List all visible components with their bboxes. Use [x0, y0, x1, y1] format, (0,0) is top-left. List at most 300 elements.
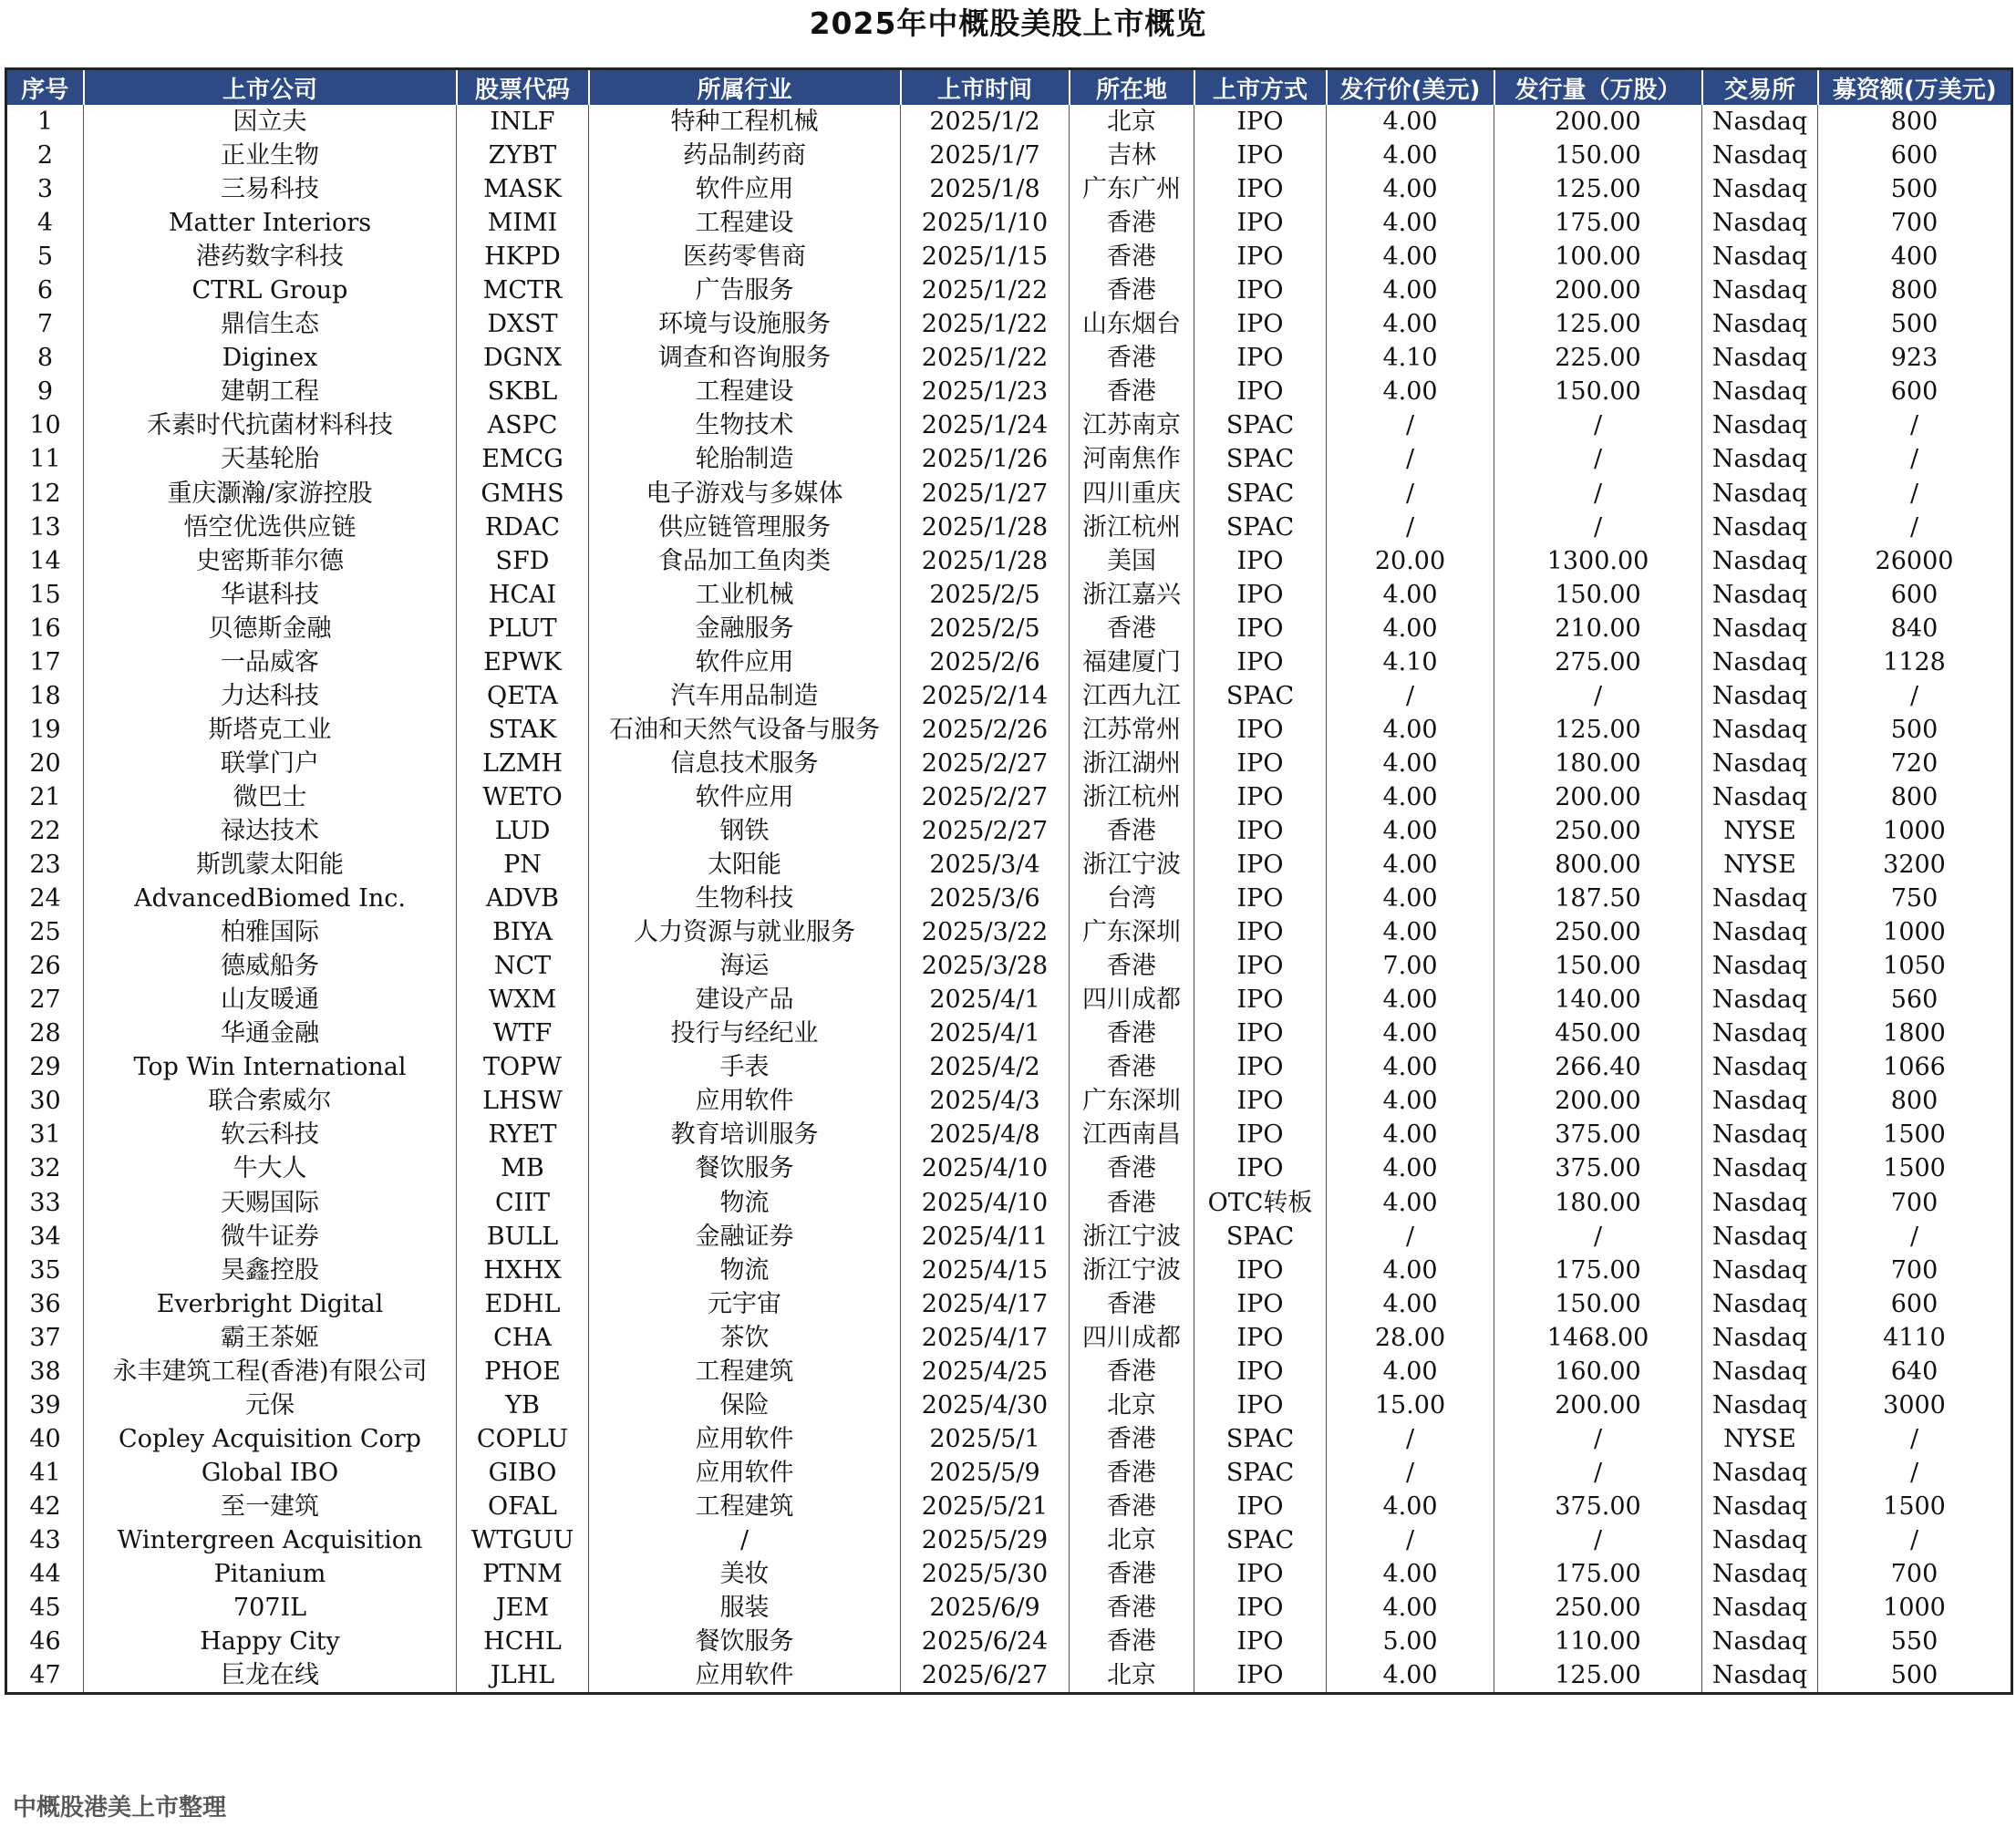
cell-exchange: Nasdaq — [1702, 442, 1818, 476]
cell-issue-volume: 375.00 — [1494, 1151, 1702, 1185]
cell-ticker: QETA — [457, 679, 589, 713]
header-ticker[interactable]: 股票代码 — [457, 69, 589, 106]
cell-index: 4 — [6, 206, 84, 240]
cell-listing-method: IPO — [1194, 848, 1327, 882]
cell-listing-method: IPO — [1194, 1625, 1327, 1658]
cell-industry: 餐饮服务 — [589, 1625, 901, 1658]
cell-listing-date: 2025/4/17 — [901, 1321, 1070, 1355]
cell-index: 29 — [6, 1050, 84, 1084]
cell-location: 香港 — [1070, 949, 1194, 983]
cell-issue-price: 4.00 — [1327, 1355, 1494, 1388]
cell-issue-price: 4.00 — [1327, 814, 1494, 848]
cell-location: 香港 — [1070, 1591, 1194, 1625]
cell-issue-volume: 275.00 — [1494, 645, 1702, 679]
cell-ticker: SFD — [457, 544, 589, 578]
cell-industry: 钢铁 — [589, 814, 901, 848]
cell-ticker: GMHS — [457, 477, 589, 511]
cell-listing-method: IPO — [1194, 240, 1327, 274]
cell-issue-volume: 180.00 — [1494, 1186, 1702, 1220]
cell-proceeds: / — [1909, 479, 1919, 508]
cell-exchange: Nasdaq — [1702, 375, 1818, 408]
cell-ticker: MIMI — [457, 206, 589, 240]
cell-listing-method: IPO — [1194, 780, 1327, 814]
cell-index: 40 — [6, 1422, 84, 1456]
cell-proceeds: 640 — [1890, 1357, 1938, 1386]
cell-issue-volume: 1468.00 — [1494, 1321, 1702, 1355]
table-row — [6, 1118, 2012, 1151]
cell-proceeds: 1066 — [1883, 1053, 1946, 1082]
cell-issue-price: 4.00 — [1327, 1287, 1494, 1321]
cell-index: 7 — [6, 307, 84, 341]
cell-proceeds: 3000 — [1883, 1390, 1946, 1419]
cell-industry: 美妆 — [589, 1557, 901, 1591]
cell-listing-date: 2025/4/10 — [901, 1151, 1070, 1185]
cell-proceeds: 700 — [1890, 1255, 1938, 1285]
header-industry[interactable]: 所属行业 — [589, 69, 901, 106]
cell-listing-date: 2025/1/10 — [901, 206, 1070, 240]
cell-issue-volume: 450.00 — [1494, 1017, 1702, 1050]
cell-industry: 软件应用 — [589, 172, 901, 206]
table-row — [6, 1388, 2012, 1422]
cell-proceeds: 4110 — [1883, 1323, 1946, 1352]
cell-industry: 调查和咨询服务 — [589, 341, 901, 375]
cell-listing-method: IPO — [1194, 1151, 1327, 1185]
cell-exchange: Nasdaq — [1702, 645, 1818, 679]
cell-exchange: Nasdaq — [1702, 408, 1818, 442]
cell-location: 香港 — [1070, 1557, 1194, 1591]
header-index[interactable]: 序号 — [6, 69, 84, 106]
cell-issue-volume: 375.00 — [1494, 1118, 1702, 1151]
cell-exchange: Nasdaq — [1702, 882, 1818, 915]
cell-ticker: HCHL — [457, 1625, 589, 1658]
table-row — [6, 747, 2012, 780]
cell-index: 47 — [6, 1658, 84, 1694]
cell-proceeds: 923 — [1890, 344, 1938, 373]
cell-listing-date: 2025/2/27 — [901, 780, 1070, 814]
table-row — [6, 408, 2012, 442]
cell-location: 四川成都 — [1070, 1321, 1194, 1355]
cell-proceeds: 560 — [1890, 986, 1938, 1015]
table-row — [6, 814, 2012, 848]
cell-company: 霸王茶姬 — [84, 1321, 457, 1355]
table-row — [6, 139, 2012, 172]
cell-issue-volume: 180.00 — [1494, 747, 1702, 780]
cell-issue-price: 4.00 — [1327, 983, 1494, 1017]
cell-issue-volume: 800.00 — [1494, 848, 1702, 882]
cell-proceeds: 400 — [1890, 243, 1938, 272]
cell-exchange: Nasdaq — [1702, 1151, 1818, 1185]
cell-proceeds: 750 — [1890, 884, 1938, 914]
cell-listing-date: 2025/2/27 — [901, 814, 1070, 848]
cell-index: 27 — [6, 983, 84, 1017]
cell-ticker: RYET — [457, 1118, 589, 1151]
cell-industry: 汽车用品制造 — [589, 679, 901, 713]
cell-index: 23 — [6, 848, 84, 882]
table-row — [6, 1625, 2012, 1658]
table-row — [6, 1321, 2012, 1355]
cell-issue-volume: / — [1494, 1422, 1702, 1456]
cell-proceeds: 1000 — [1883, 1594, 1946, 1623]
cell-index: 33 — [6, 1186, 84, 1220]
cell-location: 山东烟台 — [1070, 307, 1194, 341]
header-listing-method[interactable]: 上市方式 — [1194, 69, 1327, 106]
cell-listing-date: 2025/2/6 — [901, 645, 1070, 679]
header-location[interactable]: 所在地 — [1070, 69, 1194, 106]
cell-listing-date: 2025/3/28 — [901, 949, 1070, 983]
cell-listing-method: IPO — [1194, 645, 1327, 679]
cell-industry: 保险 — [589, 1388, 901, 1422]
cell-proceeds: / — [1909, 1424, 1919, 1453]
cell-location: 香港 — [1070, 206, 1194, 240]
cell-industry: 物流 — [589, 1186, 901, 1220]
cell-listing-method: IPO — [1194, 1321, 1327, 1355]
cell-company: 因立夫 — [84, 105, 457, 139]
cell-exchange: Nasdaq — [1702, 1254, 1818, 1287]
cell-listing-method: IPO — [1194, 139, 1327, 172]
cell-location: 香港 — [1070, 240, 1194, 274]
cell-company: 鼎信生态 — [84, 307, 457, 341]
cell-location: 广东深圳 — [1070, 1084, 1194, 1118]
cell-company: Happy City — [84, 1625, 457, 1658]
cell-index: 3 — [6, 172, 84, 206]
cell-listing-date: 2025/4/30 — [901, 1388, 1070, 1422]
cell-issue-price: 4.00 — [1327, 206, 1494, 240]
table-row — [6, 1017, 2012, 1050]
cell-proceeds: 1128 — [1883, 647, 1946, 676]
cell-listing-date: 2025/4/25 — [901, 1355, 1070, 1388]
cell-listing-method: IPO — [1194, 612, 1327, 645]
cell-exchange: Nasdaq — [1702, 1523, 1818, 1557]
cell-exchange: Nasdaq — [1702, 1321, 1818, 1355]
cell-listing-date: 2025/4/11 — [901, 1220, 1070, 1254]
cell-issue-price: / — [1327, 1422, 1494, 1456]
cell-ticker: LHSW — [457, 1084, 589, 1118]
cell-index: 15 — [6, 578, 84, 612]
cell-listing-date: 2025/2/26 — [901, 713, 1070, 747]
cell-industry: 元宇宙 — [589, 1287, 901, 1321]
cell-proceeds: 1000 — [1883, 817, 1946, 845]
cell-listing-method: IPO — [1194, 1118, 1327, 1151]
cell-issue-price: 4.00 — [1327, 1591, 1494, 1625]
cell-company: 禾素时代抗菌材料科技 — [84, 408, 457, 442]
cell-company: 联掌门户 — [84, 747, 457, 780]
cell-location: 香港 — [1070, 1050, 1194, 1084]
cell-location: 香港 — [1070, 375, 1194, 408]
cell-listing-method: IPO — [1194, 1084, 1327, 1118]
cell-company: 707IL — [84, 1591, 457, 1625]
cell-industry: 特种工程机械 — [589, 105, 901, 139]
cell-issue-volume: 200.00 — [1494, 105, 1702, 139]
cell-proceeds: 1800 — [1883, 1019, 1946, 1048]
cell-industry: 应用软件 — [589, 1422, 901, 1456]
table-row — [6, 780, 2012, 814]
cell-issue-price: 4.00 — [1327, 274, 1494, 307]
cell-issue-price: 4.00 — [1327, 307, 1494, 341]
cell-issue-price: / — [1327, 1523, 1494, 1557]
cell-listing-method: OTC转板 — [1194, 1186, 1327, 1220]
cell-listing-method: IPO — [1194, 713, 1327, 747]
cell-exchange: Nasdaq — [1702, 713, 1818, 747]
table-row — [6, 307, 2012, 341]
cell-proceeds: 1500 — [1883, 1120, 1946, 1150]
cell-index: 1 — [6, 105, 84, 139]
cell-index: 8 — [6, 341, 84, 375]
cell-listing-date: 2025/1/8 — [901, 172, 1070, 206]
cell-proceeds: 600 — [1890, 580, 1938, 609]
header-company[interactable]: 上市公司 — [84, 69, 457, 106]
table-row — [6, 1151, 2012, 1185]
cell-exchange: Nasdaq — [1702, 1456, 1818, 1490]
cell-exchange: Nasdaq — [1702, 1220, 1818, 1254]
table-body — [6, 105, 2012, 1694]
cell-listing-method: IPO — [1194, 1355, 1327, 1388]
cell-location: 北京 — [1070, 1388, 1194, 1422]
cell-index: 21 — [6, 780, 84, 814]
cell-company: 史密斯菲尔德 — [84, 544, 457, 578]
footer-note: 中概股港美上市整理 — [13, 1794, 227, 1822]
cell-listing-date: 2025/5/21 — [901, 1490, 1070, 1523]
cell-exchange: Nasdaq — [1702, 747, 1818, 780]
cell-industry: 生物科技 — [589, 882, 901, 915]
cell-index: 26 — [6, 949, 84, 983]
table-row — [6, 1490, 2012, 1523]
cell-issue-volume: 150.00 — [1494, 578, 1702, 612]
table-row — [6, 1355, 2012, 1388]
cell-issue-price: 4.00 — [1327, 172, 1494, 206]
cell-proceeds: 800 — [1890, 782, 1938, 811]
cell-exchange: Nasdaq — [1702, 1084, 1818, 1118]
cell-issue-price: 4.10 — [1327, 645, 1494, 679]
cell-listing-method: SPAC — [1194, 511, 1327, 544]
cell-proceeds: 1000 — [1883, 918, 1946, 947]
cell-index: 43 — [6, 1523, 84, 1557]
cell-issue-price: 4.00 — [1327, 1050, 1494, 1084]
cell-ticker: BULL — [457, 1220, 589, 1254]
cell-proceeds: / — [1909, 1458, 1919, 1487]
cell-listing-date: 2025/1/23 — [901, 375, 1070, 408]
cell-proceeds: 26000 — [1875, 546, 1954, 575]
cell-index: 37 — [6, 1321, 84, 1355]
cell-issue-price: 4.00 — [1327, 1658, 1494, 1694]
cell-industry: 工业机械 — [589, 578, 901, 612]
cell-listing-date: 2025/2/14 — [901, 679, 1070, 713]
cell-industry: 物流 — [589, 1254, 901, 1287]
cell-listing-method: SPAC — [1194, 477, 1327, 511]
cell-ticker: PLUT — [457, 612, 589, 645]
cell-company: 港药数字科技 — [84, 240, 457, 274]
cell-proceeds: / — [1909, 512, 1919, 542]
cell-company: Wintergreen Acquisition — [84, 1523, 457, 1557]
cell-listing-method: IPO — [1194, 1557, 1327, 1591]
ipo-table — [5, 67, 2013, 1695]
cell-ticker: EMCG — [457, 442, 589, 476]
table-row — [6, 1287, 2012, 1321]
cell-industry: 食品加工鱼肉类 — [589, 544, 901, 578]
cell-listing-date: 2025/1/27 — [901, 477, 1070, 511]
cell-location: 广东广州 — [1070, 172, 1194, 206]
cell-issue-volume: 250.00 — [1494, 814, 1702, 848]
cell-index: 12 — [6, 477, 84, 511]
cell-issue-volume: 150.00 — [1494, 1287, 1702, 1321]
cell-ticker: GIBO — [457, 1456, 589, 1490]
table-row — [6, 375, 2012, 408]
cell-issue-price: 4.00 — [1327, 1490, 1494, 1523]
cell-issue-price: / — [1327, 679, 1494, 713]
cell-ticker: MASK — [457, 172, 589, 206]
cell-listing-method: SPAC — [1194, 1422, 1327, 1456]
cell-exchange: Nasdaq — [1702, 1591, 1818, 1625]
cell-ticker: YB — [457, 1388, 589, 1422]
cell-company: Matter Interiors — [84, 206, 457, 240]
cell-listing-date: 2025/4/10 — [901, 1186, 1070, 1220]
cell-listing-method: IPO — [1194, 814, 1327, 848]
cell-exchange: Nasdaq — [1702, 1658, 1818, 1694]
cell-exchange: Nasdaq — [1702, 544, 1818, 578]
cell-industry: 金融证券 — [589, 1220, 901, 1254]
cell-ticker: ZYBT — [457, 139, 589, 172]
header-proceeds[interactable]: 募资额(万美元) — [1818, 69, 2012, 106]
cell-ticker: HXHX — [457, 1254, 589, 1287]
cell-proceeds: 800 — [1890, 108, 1938, 137]
table-row — [6, 882, 2012, 915]
cell-listing-date: 2025/1/28 — [901, 544, 1070, 578]
cell-company: Diginex — [84, 341, 457, 375]
cell-listing-method: IPO — [1194, 1388, 1327, 1422]
cell-industry: 建设产品 — [589, 983, 901, 1017]
cell-listing-method: IPO — [1194, 1490, 1327, 1523]
cell-listing-method: IPO — [1194, 747, 1327, 780]
cell-proceeds: 500 — [1890, 175, 1938, 204]
cell-index: 13 — [6, 511, 84, 544]
cell-listing-date: 2025/4/2 — [901, 1050, 1070, 1084]
cell-index: 24 — [6, 882, 84, 915]
cell-company: Global IBO — [84, 1456, 457, 1490]
cell-industry: 信息技术服务 — [589, 747, 901, 780]
cell-location: 香港 — [1070, 1287, 1194, 1321]
cell-listing-method: IPO — [1194, 105, 1327, 139]
cell-issue-price: 4.00 — [1327, 612, 1494, 645]
cell-company: CTRL Group — [84, 274, 457, 307]
cell-ticker: WTF — [457, 1017, 589, 1050]
cell-listing-date: 2025/1/15 — [901, 240, 1070, 274]
cell-ticker: LUD — [457, 814, 589, 848]
cell-issue-volume: 150.00 — [1494, 949, 1702, 983]
cell-exchange: Nasdaq — [1702, 240, 1818, 274]
cell-listing-method: IPO — [1194, 274, 1327, 307]
cell-exchange: Nasdaq — [1702, 307, 1818, 341]
cell-proceeds: 840 — [1890, 614, 1938, 643]
cell-issue-price: 20.00 — [1327, 544, 1494, 578]
cell-company: 禄达技术 — [84, 814, 457, 848]
cell-industry: 应用软件 — [589, 1456, 901, 1490]
cell-issue-volume: / — [1494, 442, 1702, 476]
cell-exchange: Nasdaq — [1702, 915, 1818, 949]
cell-company: 德威船务 — [84, 949, 457, 983]
header-issue-price[interactable]: 发行价(美元) — [1327, 69, 1494, 106]
cell-issue-price: 5.00 — [1327, 1625, 1494, 1658]
cell-issue-volume: / — [1494, 1456, 1702, 1490]
cell-index: 46 — [6, 1625, 84, 1658]
cell-issue-volume: 100.00 — [1494, 240, 1702, 274]
cell-industry: 广告服务 — [589, 274, 901, 307]
table-row — [6, 1523, 2012, 1557]
cell-listing-date: 2025/1/26 — [901, 442, 1070, 476]
cell-ticker: ADVB — [457, 882, 589, 915]
cell-location: 江苏常州 — [1070, 713, 1194, 747]
cell-index: 16 — [6, 612, 84, 645]
cell-industry: 石油和天然气设备与服务 — [589, 713, 901, 747]
cell-issue-volume: 375.00 — [1494, 1490, 1702, 1523]
cell-listing-method: IPO — [1194, 882, 1327, 915]
cell-proceeds: 500 — [1890, 310, 1938, 339]
table-row — [6, 1456, 2012, 1490]
cell-ticker: SKBL — [457, 375, 589, 408]
cell-listing-method: IPO — [1194, 307, 1327, 341]
cell-ticker: JEM — [457, 1591, 589, 1625]
cell-index: 20 — [6, 747, 84, 780]
cell-location: 台湾 — [1070, 882, 1194, 915]
cell-industry: 电子游戏与多媒体 — [589, 477, 901, 511]
cell-location: 四川重庆 — [1070, 477, 1194, 511]
header-listing-date[interactable]: 上市时间 — [901, 69, 1070, 106]
cell-listing-method: SPAC — [1194, 679, 1327, 713]
cell-index: 22 — [6, 814, 84, 848]
cell-exchange: Nasdaq — [1702, 172, 1818, 206]
cell-ticker: ASPC — [457, 408, 589, 442]
cell-issue-price: 4.00 — [1327, 105, 1494, 139]
cell-industry: 工程建筑 — [589, 1355, 901, 1388]
cell-location: 浙江杭州 — [1070, 780, 1194, 814]
cell-index: 6 — [6, 274, 84, 307]
cell-company: 斯塔克工业 — [84, 713, 457, 747]
cell-industry: 医药零售商 — [589, 240, 901, 274]
cell-issue-volume: 1300.00 — [1494, 544, 1702, 578]
cell-exchange: Nasdaq — [1702, 1186, 1818, 1220]
cell-location: 广东深圳 — [1070, 915, 1194, 949]
cell-listing-date: 2025/5/9 — [901, 1456, 1070, 1490]
cell-exchange: Nasdaq — [1702, 612, 1818, 645]
cell-company: Top Win International — [84, 1050, 457, 1084]
table-row — [6, 172, 2012, 206]
cell-industry: 环境与设施服务 — [589, 307, 901, 341]
cell-company: 牛大人 — [84, 1151, 457, 1185]
cell-issue-price: 4.00 — [1327, 1017, 1494, 1050]
cell-issue-volume: / — [1494, 408, 1702, 442]
header-exchange[interactable]: 交易所 — [1702, 69, 1818, 106]
cell-ticker: INLF — [457, 105, 589, 139]
cell-listing-method: SPAC — [1194, 1523, 1327, 1557]
table-row — [6, 1557, 2012, 1591]
cell-issue-price: 4.00 — [1327, 1151, 1494, 1185]
cell-issue-price: / — [1327, 408, 1494, 442]
cell-ticker: NCT — [457, 949, 589, 983]
cell-issue-price: 4.00 — [1327, 780, 1494, 814]
cell-location: 北京 — [1070, 105, 1194, 139]
cell-listing-method: IPO — [1194, 1017, 1327, 1050]
cell-issue-price: 4.00 — [1327, 578, 1494, 612]
cell-ticker: HKPD — [457, 240, 589, 274]
cell-company: 天基轮胎 — [84, 442, 457, 476]
cell-proceeds: 800 — [1890, 276, 1938, 305]
cell-company: 三易科技 — [84, 172, 457, 206]
cell-company: 重庆灏瀚/家游控股 — [84, 477, 457, 511]
cell-listing-date: 2025/6/24 — [901, 1625, 1070, 1658]
cell-issue-volume: 250.00 — [1494, 1591, 1702, 1625]
table-row — [6, 1186, 2012, 1220]
header-issue-volume[interactable]: 发行量（万股） — [1494, 69, 1702, 106]
cell-exchange: Nasdaq — [1702, 1050, 1818, 1084]
cell-exchange: Nasdaq — [1702, 139, 1818, 172]
